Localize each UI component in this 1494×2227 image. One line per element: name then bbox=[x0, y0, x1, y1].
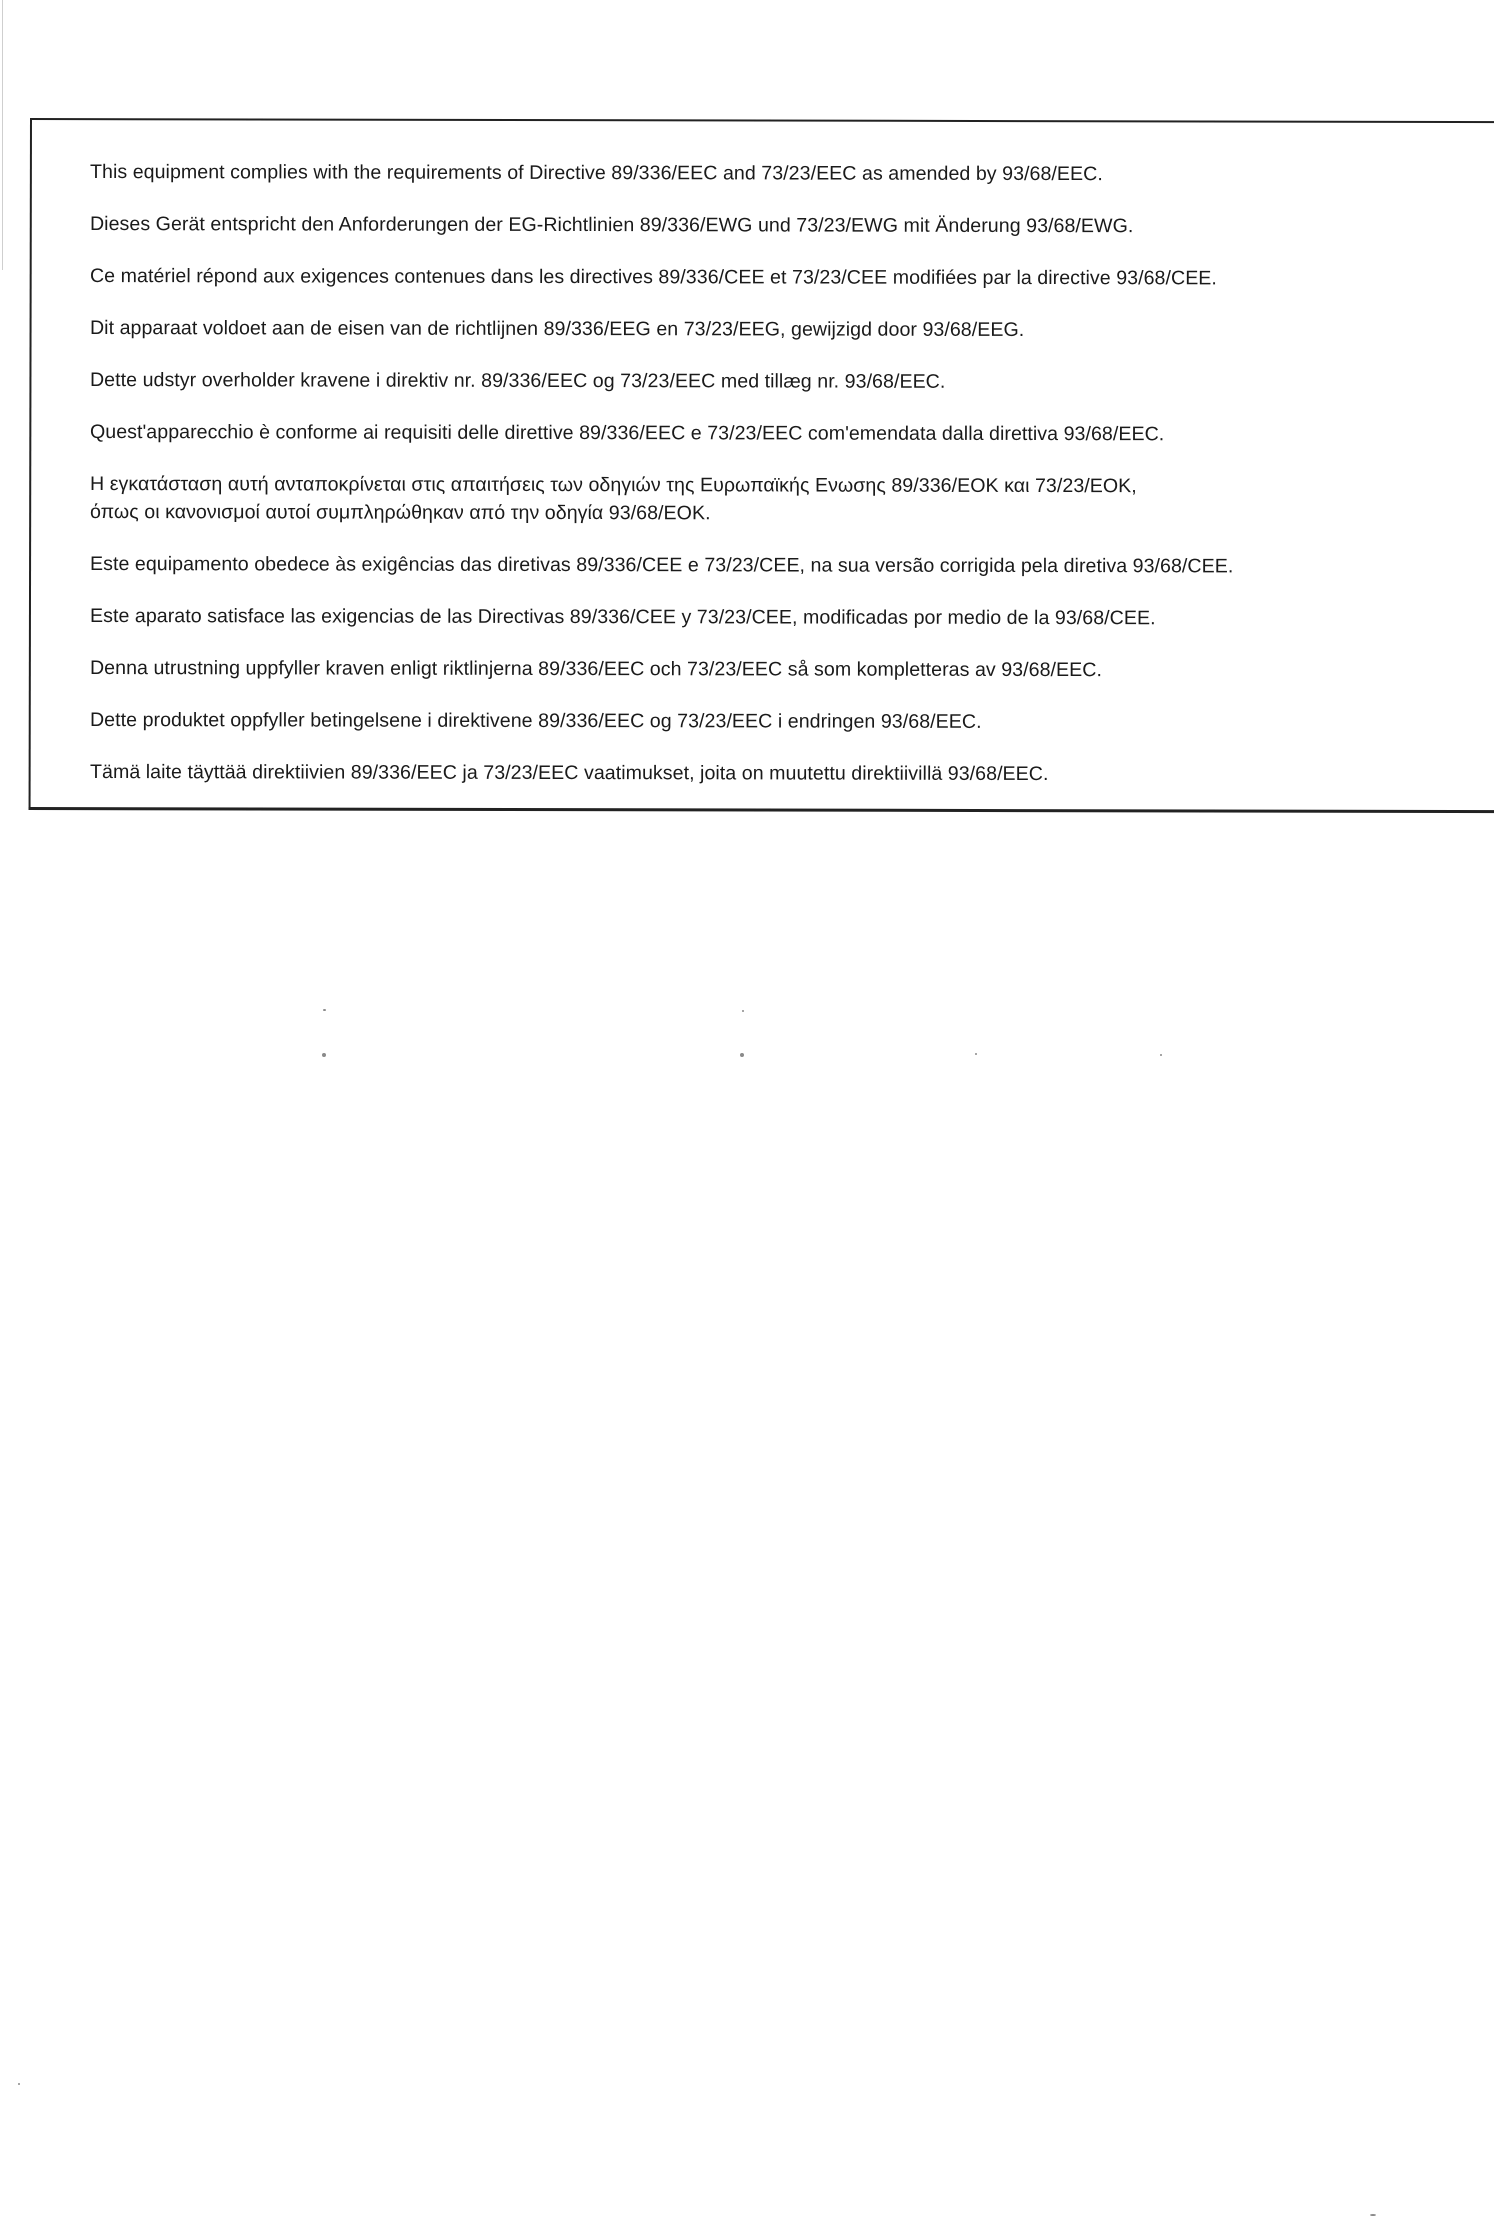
scan-speck bbox=[18, 2083, 20, 2085]
greek-line-2: όπως οι κανονισμοί αυτοί συμπληρώθηκαν από την οδηγία 93/68/ΕΟΚ. bbox=[89, 501, 711, 525]
scan-speck bbox=[975, 1053, 977, 1055]
compliance-statement-swedish: Denna utrustning uppfyller kraven enligt riktlinjerna 89/336/EEC och 73/23/EEC så som kompletteras av 93/68/EEC. bbox=[89, 657, 1102, 682]
scan-speck bbox=[740, 1053, 744, 1057]
compliance-statement-portuguese: Este equipamento obedece às exigências das diretivas 89/336/CEE e 73/23/CEE, na sua versão corrigida pela diretiva 93/68/CEE. bbox=[89, 553, 1234, 578]
scan-speck bbox=[323, 1009, 326, 1011]
compliance-statement-norwegian: Dette produktet oppfyller betingelsene i direktivene 89/336/EEC og 73/23/EEC i endringen 93/68/EEC. bbox=[89, 709, 982, 733]
compliance-statement-greek bbox=[90, 470, 1485, 529]
compliance-statement-italian: Quest'apparecchio è conforme ai requisiti delle direttive 89/336/EEC e 73/23/EEC com'emendata dalla direttiva 93/68/EEC. bbox=[89, 421, 1165, 446]
compliance-statements bbox=[90, 158, 1485, 810]
scan-speck bbox=[322, 1053, 326, 1057]
compliance-statement-finnish: Tämä laite täyttää direktiivien 89/336/EEC ja 73/23/EEC vaatimukset, joita on muutettu direktiivillä 93/68/EEC. bbox=[89, 761, 1049, 786]
scan-speck bbox=[742, 1010, 744, 1012]
scan-speck bbox=[1160, 1054, 1162, 1056]
compliance-statement-german: Dieses Gerät entspricht den Anforderungen der EG-Richtlinien 89/336/EWG und 73/23/EWG mit Änderung 93/68/EWG. bbox=[89, 213, 1134, 238]
compliance-statement-danish: Dette udstyr overholder kravene i direktiv nr. 89/336/EEC og 73/23/EEC med tillæg nr. 93/68/EEC. bbox=[89, 369, 946, 393]
compliance-statement-spanish: Este aparato satisface las exigencias de las Directivas 89/336/CEE y 73/23/CEE, modificadas por medio de la 93/68/CEE. bbox=[89, 605, 1156, 630]
compliance-statement-english: This equipment complies with the requirements of Directive 89/336/EEC and 73/23/EEC as amended by 93/68/EEC. bbox=[89, 161, 1103, 186]
compliance-statement-french: Ce matériel répond aux exigences contenues dans les directives 89/336/CEE et 73/23/CEE modifiées par la directive 93/68/CEE. bbox=[89, 265, 1217, 290]
greek-line-1: Η εγκατάσταση αυτή ανταποκρίνεται στις απαιτήσεις των οδηγιών της Ευρωπαϊκής Ενωσης 89/336/ΕΟΚ και 73/23/ΕΟΚ, bbox=[90, 473, 1137, 498]
compliance-statement-dutch: Dit apparaat voldoet aan de eisen van de richtlijnen 89/336/EEG en 73/23/EEG, gewijzigd door 93/68/EEG. bbox=[89, 317, 1025, 341]
scan-edge-line bbox=[2, 0, 3, 270]
scan-speck bbox=[1370, 2214, 1376, 2216]
